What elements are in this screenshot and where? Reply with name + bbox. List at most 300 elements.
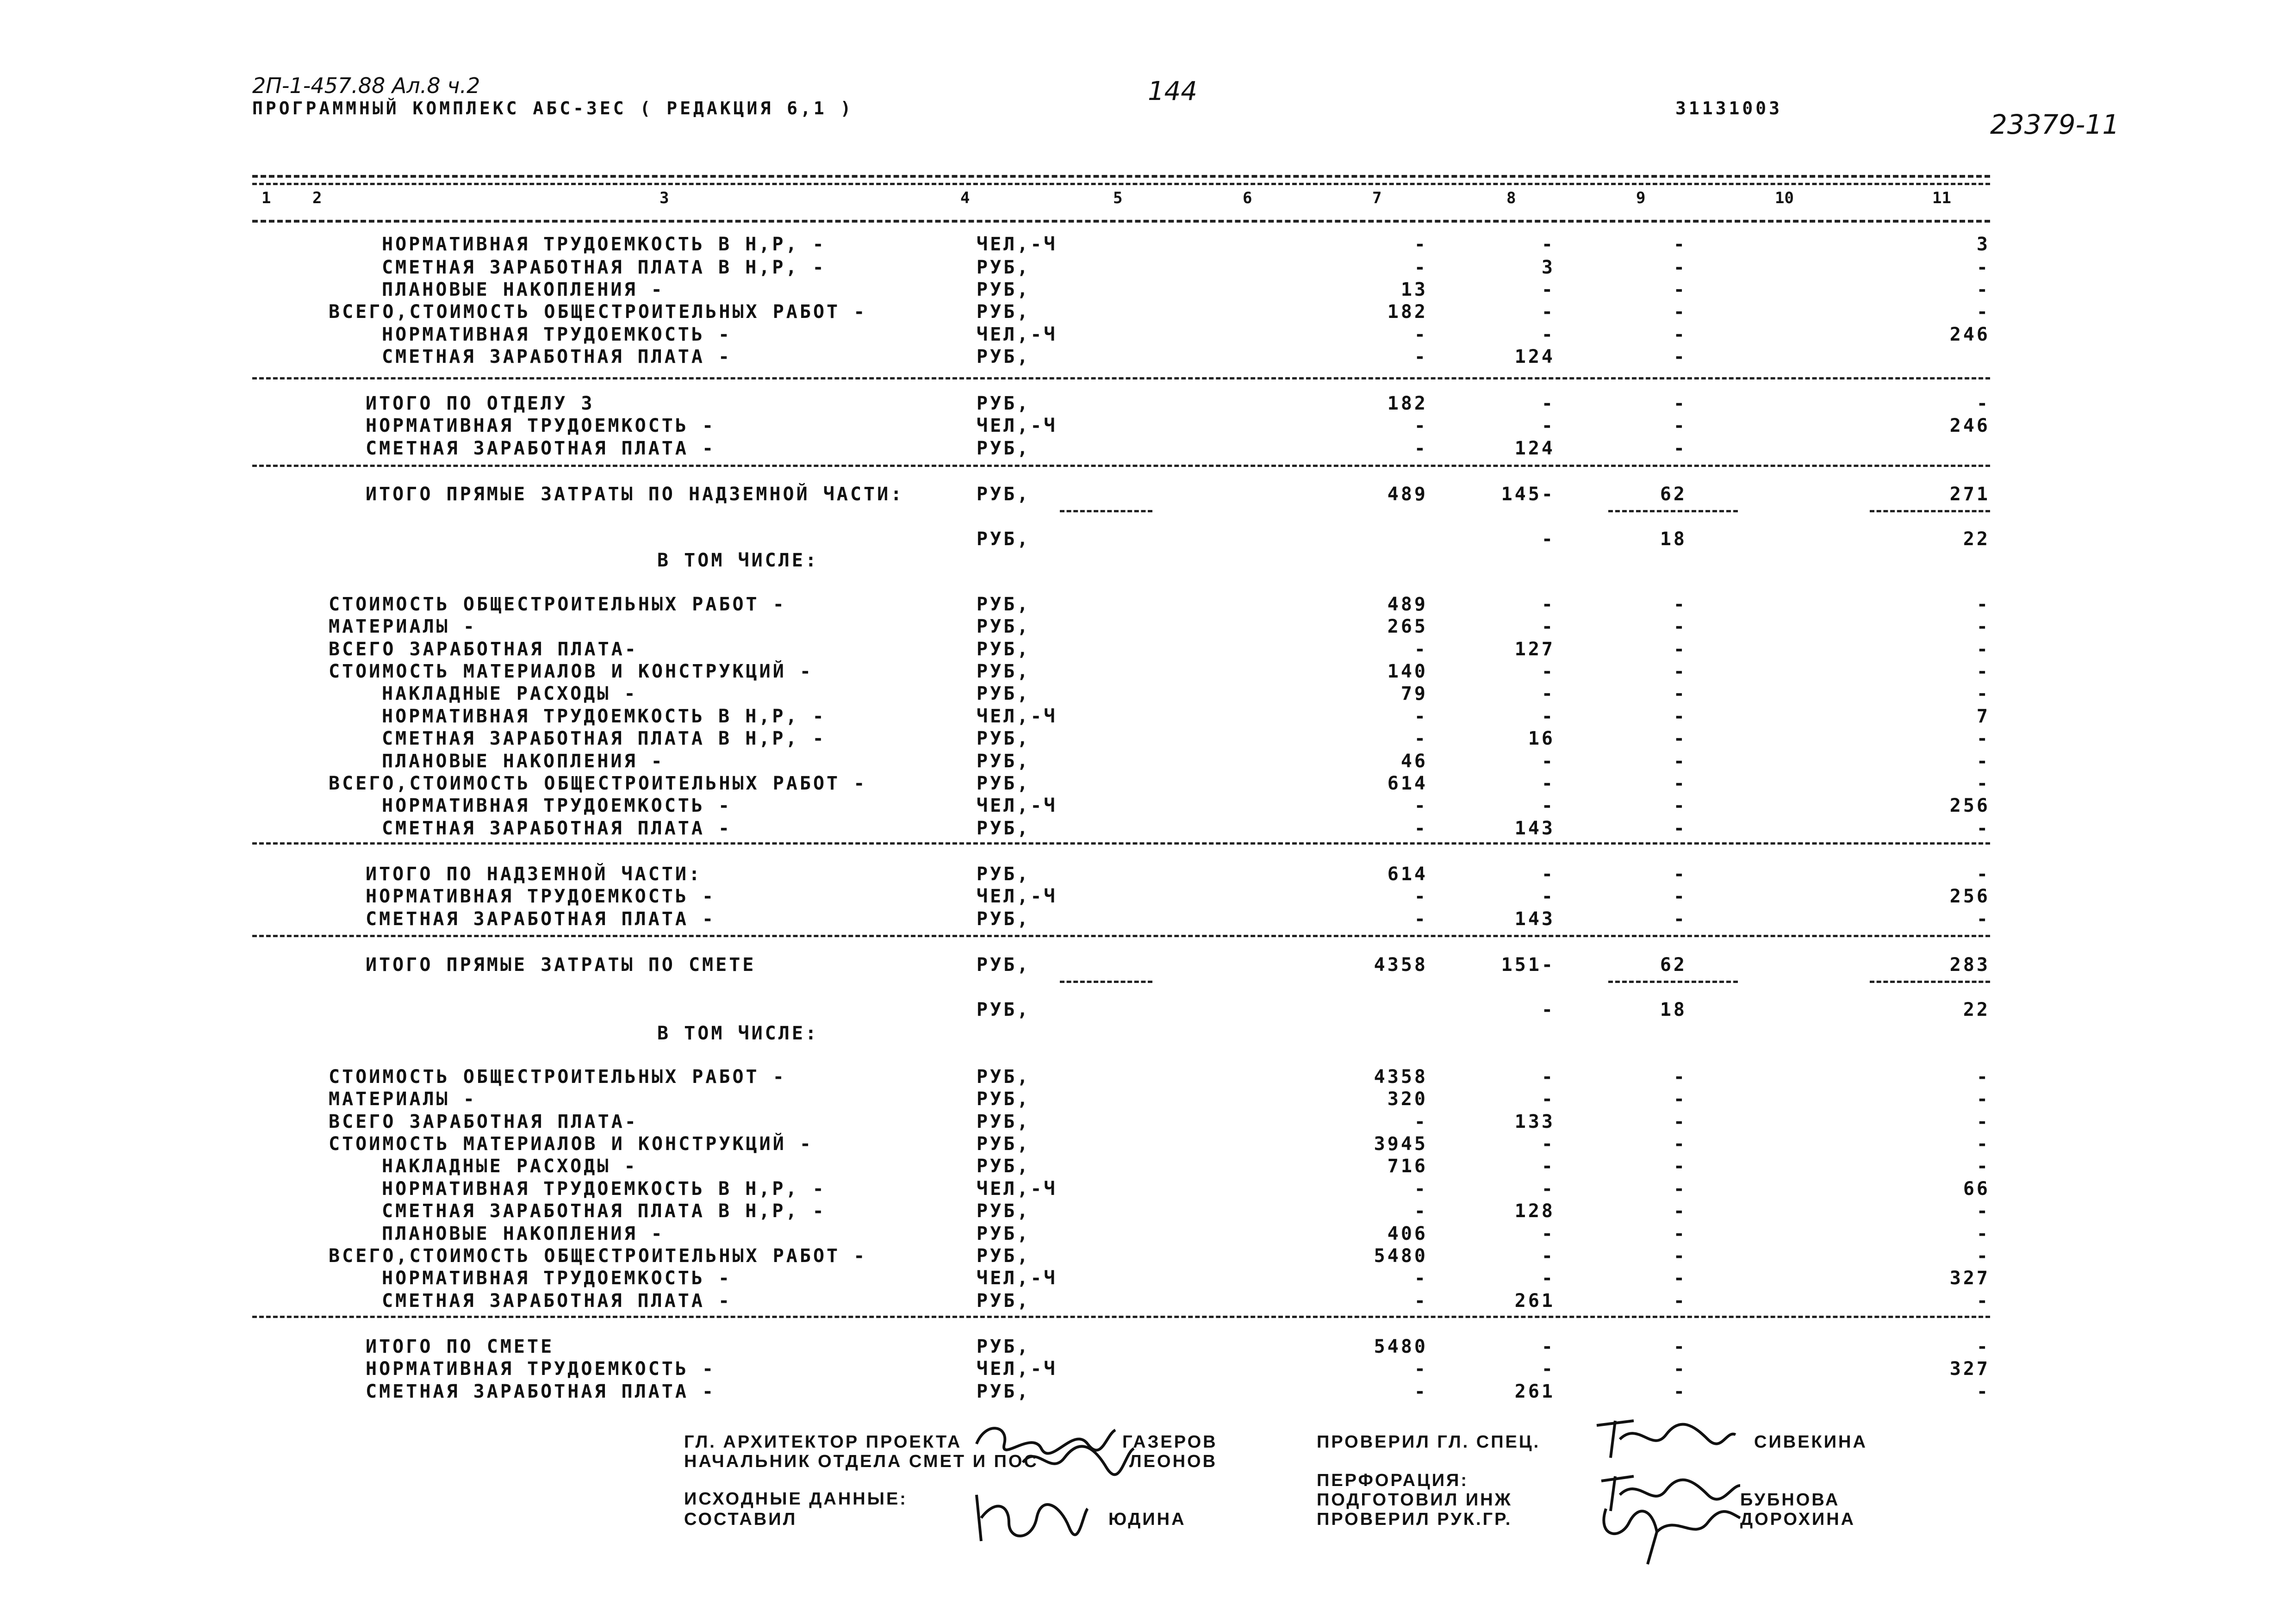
col7-cell: 5480 [1374, 1336, 1428, 1357]
col7-cell: 489 [1387, 594, 1428, 615]
unit-cell: РУБ, [977, 616, 1031, 637]
row-label: НОРМАТИВНАЯ ТРУДОЕМКОСТЬ - [382, 1268, 732, 1289]
col8-cell: - [1541, 683, 1555, 704]
unit-cell: РУБ, [977, 529, 1031, 550]
unit-cell: РУБ, [977, 751, 1031, 772]
col8-cell: - [1541, 999, 1555, 1020]
row-label: ВСЕГО,СТОИМОСТЬ ОБЩЕСТРОИТЕЛЬНЫХ РАБОТ - [329, 301, 867, 323]
row-label: ИТОГО ПРЯМЫЕ ЗАТРАТЫ ПО СМЕТЕ [366, 954, 756, 976]
col11-cell: - [1976, 1200, 1990, 1222]
col9-cell: - [1673, 728, 1687, 749]
column-number-row [252, 189, 1990, 212]
col8-cell: - [1541, 529, 1555, 550]
col8-cell: 124 [1514, 346, 1555, 367]
col7-cell: - [1414, 795, 1428, 816]
unit-cell: РУБ, [977, 908, 1031, 930]
col7-cell: 265 [1387, 616, 1428, 637]
table-row [252, 751, 1990, 772]
chief-architect-role: ГЛ. АРХИТЕКТОР ПРОЕКТА [684, 1432, 962, 1452]
col8-cell: - [1541, 1268, 1555, 1289]
table-row [252, 324, 1990, 345]
col8-cell: - [1541, 1156, 1555, 1177]
col9-cell: - [1673, 594, 1687, 615]
col8-cell: - [1541, 594, 1555, 615]
table-row [252, 346, 1990, 367]
col8-cell: - [1541, 616, 1555, 637]
page-number: 144 [1148, 76, 1197, 106]
row-label: НОРМАТИВНАЯ ТРУДОЕМКОСТЬ В Н,Р, - [382, 1178, 826, 1200]
col8-cell: - [1541, 795, 1555, 816]
column-number: 10 [1775, 189, 1794, 207]
col7-cell: 4358 [1374, 1066, 1428, 1088]
table-row [252, 795, 1990, 816]
row-separator [252, 465, 1990, 467]
table-row [252, 438, 1990, 459]
col8-cell: 3 [1541, 257, 1555, 278]
col11-cell: - [1976, 1290, 1990, 1312]
table-row [252, 1111, 1990, 1132]
row-label: ПЛАНОВЫЕ НАКОПЛЕНИЯ - [382, 751, 665, 772]
col8-cell: - [1541, 301, 1555, 323]
col9-cell: - [1673, 683, 1687, 704]
col11-cell: 66 [1963, 1178, 1990, 1200]
unit-cell: РУБ, [977, 639, 1031, 660]
col7-cell: 13 [1400, 279, 1428, 300]
row-label: НОРМАТИВНАЯ ТРУДОЕМКОСТЬ В Н,Р, - [382, 706, 826, 727]
col8-cell: - [1541, 751, 1555, 772]
table-row [252, 484, 1990, 505]
table-row [252, 1200, 1990, 1222]
row-label: НАКЛАДНЫЕ РАСХОДЫ - [382, 683, 638, 704]
col8-cell: - [1541, 279, 1555, 300]
col7-cell: - [1414, 415, 1428, 436]
row-label: НАКЛАДНЫЕ РАСХОДЫ - [382, 1156, 638, 1177]
row-label: МАТЕРИАЛЫ - [329, 616, 477, 637]
unit-cell: РУБ, [977, 1223, 1031, 1244]
col7-cell: - [1414, 1358, 1428, 1380]
col9-cell: - [1673, 393, 1687, 414]
table-row [252, 886, 1990, 907]
table-row [252, 257, 1990, 278]
col7-cell: - [1414, 234, 1428, 255]
row-separator [1870, 510, 1990, 512]
unit-cell: РУБ, [977, 1245, 1031, 1267]
col11-cell: 327 [1949, 1268, 1990, 1289]
col7-cell: 716 [1387, 1156, 1428, 1177]
col7-cell: 489 [1387, 484, 1428, 505]
col8-cell: - [1541, 1223, 1555, 1244]
col11-cell: - [1976, 728, 1990, 749]
unit-cell: РУБ, [977, 346, 1031, 367]
col7-cell: 614 [1387, 773, 1428, 794]
col9-cell: - [1673, 1133, 1687, 1155]
col11-cell: - [1976, 683, 1990, 704]
table-row [252, 594, 1990, 615]
unit-cell: РУБ, [977, 728, 1031, 749]
col9-cell: - [1673, 257, 1687, 278]
column-number: 5 [1113, 189, 1123, 207]
row-separator [252, 842, 1990, 845]
section-label-1: В ТОМ ЧИСЛЕ: [657, 550, 819, 571]
col11-cell: - [1976, 864, 1990, 885]
col9-cell: 18 [1660, 529, 1687, 550]
column-number: 1 [261, 189, 271, 207]
col7-cell: 140 [1387, 661, 1428, 682]
col7-cell: - [1414, 257, 1428, 278]
col8-cell: - [1541, 773, 1555, 794]
row-label: ВСЕГО,СТОИМОСТЬ ОБЩЕСТРОИТЕЛЬНЫХ РАБОТ - [329, 1245, 867, 1267]
col9-cell: - [1673, 301, 1687, 323]
col11-cell: - [1976, 773, 1990, 794]
col8-cell: 261 [1514, 1290, 1555, 1312]
row-label: ПЛАНОВЫЕ НАКОПЛЕНИЯ - [382, 1223, 665, 1244]
col7-cell: - [1414, 908, 1428, 930]
table-row [252, 616, 1990, 637]
table-row [252, 1066, 1990, 1088]
col11-cell: - [1976, 818, 1990, 839]
row-label: СМЕТНАЯ ЗАРАБОТНАЯ ПЛАТА - [382, 346, 732, 367]
column-number: 3 [660, 189, 669, 207]
col7-cell: - [1414, 346, 1428, 367]
table-row [252, 818, 1990, 839]
col11-cell: 22 [1963, 529, 1990, 550]
col11-cell: - [1976, 1381, 1990, 1402]
unit-cell: РУБ, [977, 999, 1031, 1020]
chief-architect-name: ГАЗЕРОВ [1122, 1432, 1218, 1452]
unit-cell: РУБ, [977, 1336, 1031, 1357]
signature-scribble-yudina [967, 1486, 1092, 1550]
col8-cell: 143 [1514, 908, 1555, 930]
table-row [252, 773, 1990, 794]
unit-cell: РУБ, [977, 683, 1031, 704]
col9-cell: - [1673, 1358, 1687, 1380]
unit-cell: РУБ, [977, 661, 1031, 682]
unit-cell: РУБ, [977, 484, 1031, 505]
column-number: 6 [1243, 189, 1252, 207]
row-label: СТОИМОСТЬ ОБЩЕСТРОИТЕЛЬНЫХ РАБОТ - [329, 1066, 786, 1088]
program-title: ПРОГРАММНЫЙ КОМПЛЕКС АБС-3ЕС ( РЕДАКЦИЯ 6,1 ) [252, 98, 854, 118]
col7-cell: - [1414, 706, 1428, 727]
table-row [252, 301, 1990, 323]
unit-cell: ЧЕЛ,-Ч [977, 706, 1058, 727]
unit-cell: РУБ, [977, 864, 1031, 885]
col9-cell: - [1673, 415, 1687, 436]
col8-cell: - [1541, 886, 1555, 907]
col8-cell: - [1541, 234, 1555, 255]
table-row [252, 1381, 1990, 1402]
col8-cell: - [1541, 393, 1555, 414]
unit-cell: РУБ, [977, 1200, 1031, 1222]
unit-cell: РУБ, [977, 279, 1031, 300]
column-number: 9 [1636, 189, 1646, 207]
unit-cell: РУБ, [977, 1156, 1031, 1177]
row-label: ИТОГО ПО ОТДЕЛУ 3 [366, 393, 595, 414]
table-row [252, 1290, 1990, 1312]
row-label: СМЕТНАЯ ЗАРАБОТНАЯ ПЛАТА - [382, 818, 732, 839]
col11-cell: - [1976, 257, 1990, 278]
col9-cell: - [1673, 795, 1687, 816]
col9-cell: - [1673, 773, 1687, 794]
col11-cell: 246 [1949, 415, 1990, 436]
col11-cell: 283 [1949, 954, 1990, 976]
table-row [252, 415, 1990, 436]
col7-cell: - [1414, 438, 1428, 459]
unit-cell: РУБ, [977, 773, 1031, 794]
unit-cell: РУБ, [977, 1290, 1031, 1312]
dept-head-name: ЛЕОНОВ [1129, 1452, 1218, 1471]
col7-cell: 3945 [1374, 1133, 1428, 1155]
row-label: НОРМАТИВНАЯ ТРУДОЕМКОСТЬ - [366, 415, 716, 436]
col9-cell: - [1673, 1245, 1687, 1267]
col9-cell: - [1673, 234, 1687, 255]
prepared-name: БУБНОВА [1740, 1490, 1840, 1510]
col9-cell: - [1673, 1111, 1687, 1132]
row-label: СТОИМОСТЬ МАТЕРИАЛОВ И КОНСТРУКЦИЙ - [329, 661, 813, 682]
col11-cell: - [1976, 393, 1990, 414]
unit-cell: РУБ, [977, 1133, 1031, 1155]
col8-cell: 145- [1501, 484, 1555, 505]
col7-cell: 406 [1387, 1223, 1428, 1244]
col9-cell: - [1673, 1156, 1687, 1177]
col7-cell: - [1414, 639, 1428, 660]
column-number: 7 [1372, 189, 1382, 207]
col11-cell: 271 [1949, 484, 1990, 505]
unit-cell: ЧЕЛ,-Ч [977, 415, 1058, 436]
row-label: ВСЕГО ЗАРАБОТНАЯ ПЛАТА- [329, 639, 638, 660]
row-label: СМЕТНАЯ ЗАРАБОТНАЯ ПЛАТА - [366, 1381, 716, 1402]
unit-cell: ЧЕЛ,-Ч [977, 324, 1058, 345]
col9-cell: - [1673, 751, 1687, 772]
unit-cell: РУБ, [977, 301, 1031, 323]
table-top-rule-2 [252, 183, 1990, 185]
row-label: ИТОГО ПО НАДЗЕМНОЙ ЧАСТИ: [366, 864, 703, 885]
table-row [252, 864, 1990, 885]
col9-cell: 18 [1660, 999, 1687, 1020]
unit-cell: РУБ, [977, 393, 1031, 414]
col9-cell: - [1673, 1336, 1687, 1357]
col11-cell: - [1976, 301, 1990, 323]
col7-cell: 182 [1387, 301, 1428, 323]
table-row [252, 279, 1990, 300]
unit-cell: ЧЕЛ,-Ч [977, 795, 1058, 816]
col9-cell: - [1673, 438, 1687, 459]
col8-cell: - [1541, 1245, 1555, 1267]
table-row [252, 393, 1990, 414]
table-row [252, 1358, 1990, 1380]
col8-cell: 261 [1514, 1381, 1555, 1402]
col7-cell: 79 [1400, 683, 1428, 704]
unit-cell: РУБ, [977, 594, 1031, 615]
archive-number: 23379-11 [1990, 109, 2120, 140]
table-row [252, 1088, 1990, 1110]
row-label: МАТЕРИАЛЫ - [329, 1088, 477, 1110]
col11-cell: - [1976, 1156, 1990, 1177]
col9-cell: 62 [1660, 954, 1687, 976]
row-separator [252, 935, 1990, 937]
row-label: СМЕТНАЯ ЗАРАБОТНАЯ ПЛАТА В Н,Р, - [382, 728, 826, 749]
prepared-role: ПОДГОТОВИЛ ИНЖ [1317, 1490, 1512, 1510]
table-row [252, 1133, 1990, 1155]
col11-cell: - [1976, 639, 1990, 660]
col8-cell: 151- [1501, 954, 1555, 976]
signature-scribble-sivekina [1587, 1412, 1740, 1462]
col7-cell: 4358 [1374, 954, 1428, 976]
table-row [252, 1336, 1990, 1357]
col9-cell: - [1673, 886, 1687, 907]
compiled-name: ЮДИНА [1108, 1510, 1186, 1529]
col7-cell: - [1414, 1178, 1428, 1200]
col11-cell: - [1976, 1223, 1990, 1244]
drawing-code: 2П-1-457.88 Ал.8 ч.2 [252, 73, 480, 98]
row-label: ВСЕГО,СТОИМОСТЬ ОБЩЕСТРОИТЕЛЬНЫХ РАБОТ - [329, 773, 867, 794]
col8-cell: 143 [1514, 818, 1555, 839]
row-separator [1870, 981, 1990, 983]
col9-cell: - [1673, 1178, 1687, 1200]
col11-cell: 256 [1949, 886, 1990, 907]
table-row [252, 999, 1990, 1020]
table-row [252, 234, 1990, 255]
row-label: ИТОГО ПО СМЕТЕ [366, 1336, 554, 1357]
column-number: 2 [312, 189, 322, 207]
row-label: СМЕТНАЯ ЗАРАБОТНАЯ ПЛАТА В Н,Р, - [382, 1200, 826, 1222]
perforation-label: ПЕРФОРАЦИЯ: [1317, 1471, 1468, 1490]
table-top-rule [252, 175, 1990, 178]
col7-cell: - [1414, 818, 1428, 839]
col9-cell: - [1673, 279, 1687, 300]
table-row [252, 1156, 1990, 1177]
row-separator [252, 377, 1990, 379]
col8-cell: 124 [1514, 438, 1555, 459]
row-label: НОРМАТИВНАЯ ТРУДОЕМКОСТЬ В Н,Р, - [382, 234, 826, 255]
col11-cell: 22 [1963, 999, 1990, 1020]
unit-cell: РУБ, [977, 1111, 1031, 1132]
col11-cell: - [1976, 616, 1990, 637]
col11-cell: - [1976, 594, 1990, 615]
unit-cell: РУБ, [977, 1381, 1031, 1402]
col11-cell: 7 [1976, 706, 1990, 727]
table-row [252, 639, 1990, 660]
row-label: СМЕТНАЯ ЗАРАБОТНАЯ ПЛАТА В Н,Р, - [382, 257, 826, 278]
table-row [252, 728, 1990, 749]
table-row [252, 908, 1990, 930]
unit-cell: РУБ, [977, 818, 1031, 839]
unit-cell: РУБ, [977, 257, 1031, 278]
col7-cell: - [1414, 1200, 1428, 1222]
table-row [252, 706, 1990, 727]
unit-cell: ЧЕЛ,-Ч [977, 886, 1058, 907]
col8-cell: - [1541, 415, 1555, 436]
col9-cell: - [1673, 706, 1687, 727]
col11-cell: - [1976, 908, 1990, 930]
col8-cell: - [1541, 324, 1555, 345]
col9-cell: - [1673, 908, 1687, 930]
col11-cell: - [1976, 1111, 1990, 1132]
col7-cell: - [1414, 324, 1428, 345]
col8-cell: 128 [1514, 1200, 1555, 1222]
row-label: СТОИМОСТЬ ОБЩЕСТРОИТЕЛЬНЫХ РАБОТ - [329, 594, 786, 615]
source-data-label: ИСХОДНЫЕ ДАННЫЕ: [684, 1489, 908, 1509]
unit-cell: РУБ, [977, 954, 1031, 976]
col9-cell: 62 [1660, 484, 1687, 505]
unit-cell: РУБ, [977, 1088, 1031, 1110]
col8-cell: - [1541, 1336, 1555, 1357]
table-row [252, 683, 1990, 704]
col11-cell: - [1976, 1336, 1990, 1357]
row-separator [252, 1316, 1990, 1318]
col9-cell: - [1673, 864, 1687, 885]
col9-cell: - [1673, 639, 1687, 660]
col9-cell: - [1673, 1088, 1687, 1110]
col9-cell: - [1673, 1066, 1687, 1088]
col8-cell: 127 [1514, 639, 1555, 660]
group-lead-name: ДОРОХИНА [1740, 1510, 1856, 1529]
col11-cell: 246 [1949, 324, 1990, 345]
document-number: 31131003 [1675, 98, 1783, 118]
table-row [252, 661, 1990, 682]
col7-cell: - [1414, 1290, 1428, 1312]
col9-cell: - [1673, 1268, 1687, 1289]
col8-cell: - [1541, 706, 1555, 727]
col7-cell: 5480 [1374, 1245, 1428, 1267]
column-number: 11 [1932, 189, 1951, 207]
row-label: ИТОГО ПРЯМЫЕ ЗАТРАТЫ ПО НАДЗЕМНОЙ ЧАСТИ: [366, 484, 904, 505]
col7-cell: 182 [1387, 393, 1428, 414]
signature-scribble-dorokhina [1592, 1499, 1745, 1569]
col7-cell: - [1414, 728, 1428, 749]
table-row [252, 1178, 1990, 1200]
col8-cell: - [1541, 864, 1555, 885]
col9-cell: - [1673, 1223, 1687, 1244]
col9-cell: - [1673, 346, 1687, 367]
col7-cell: 614 [1387, 864, 1428, 885]
col7-cell: - [1414, 886, 1428, 907]
unit-cell: РУБ, [977, 438, 1031, 459]
col11-cell: - [1976, 661, 1990, 682]
row-label: ПЛАНОВЫЕ НАКОПЛЕНИЯ - [382, 279, 665, 300]
section-label-2: В ТОМ ЧИСЛЕ: [657, 1023, 819, 1044]
checked-name: СИВЕКИНА [1754, 1432, 1867, 1452]
col8-cell: - [1541, 1133, 1555, 1155]
unit-cell: ЧЕЛ,-Ч [977, 234, 1058, 255]
table-row [252, 1223, 1990, 1244]
col7-cell: 46 [1400, 751, 1428, 772]
row-separator [1060, 510, 1152, 512]
col8-cell: - [1541, 1066, 1555, 1088]
unit-cell: РУБ, [977, 1066, 1031, 1088]
col7-cell: - [1414, 1111, 1428, 1132]
table-row [252, 529, 1990, 550]
col11-cell: 3 [1976, 234, 1990, 255]
signature-scribble-leonov [1018, 1439, 1139, 1481]
col11-cell: - [1976, 1133, 1990, 1155]
unit-cell: ЧЕЛ,-Ч [977, 1358, 1058, 1380]
dept-head-role: НАЧАЛЬНИК ОТДЕЛА СМЕТ И ПОС [684, 1452, 1039, 1471]
col8-cell: 16 [1528, 728, 1555, 749]
table-row [252, 1245, 1990, 1267]
header-bottom-rule [252, 220, 1990, 223]
col9-cell: - [1673, 818, 1687, 839]
row-label: НОРМАТИВНАЯ ТРУДОЕМКОСТЬ - [366, 886, 716, 907]
col9-cell: - [1673, 1381, 1687, 1402]
unit-cell: ЧЕЛ,-Ч [977, 1268, 1058, 1289]
col9-cell: - [1673, 324, 1687, 345]
col7-cell: 320 [1387, 1088, 1428, 1110]
col11-cell: - [1976, 1245, 1990, 1267]
column-number: 4 [960, 189, 970, 207]
checked-role: ПРОВЕРИЛ ГЛ. СПЕЦ. [1317, 1432, 1541, 1452]
row-label: НОРМАТИВНАЯ ТРУДОЕМКОСТЬ - [366, 1358, 716, 1380]
col9-cell: - [1673, 1200, 1687, 1222]
